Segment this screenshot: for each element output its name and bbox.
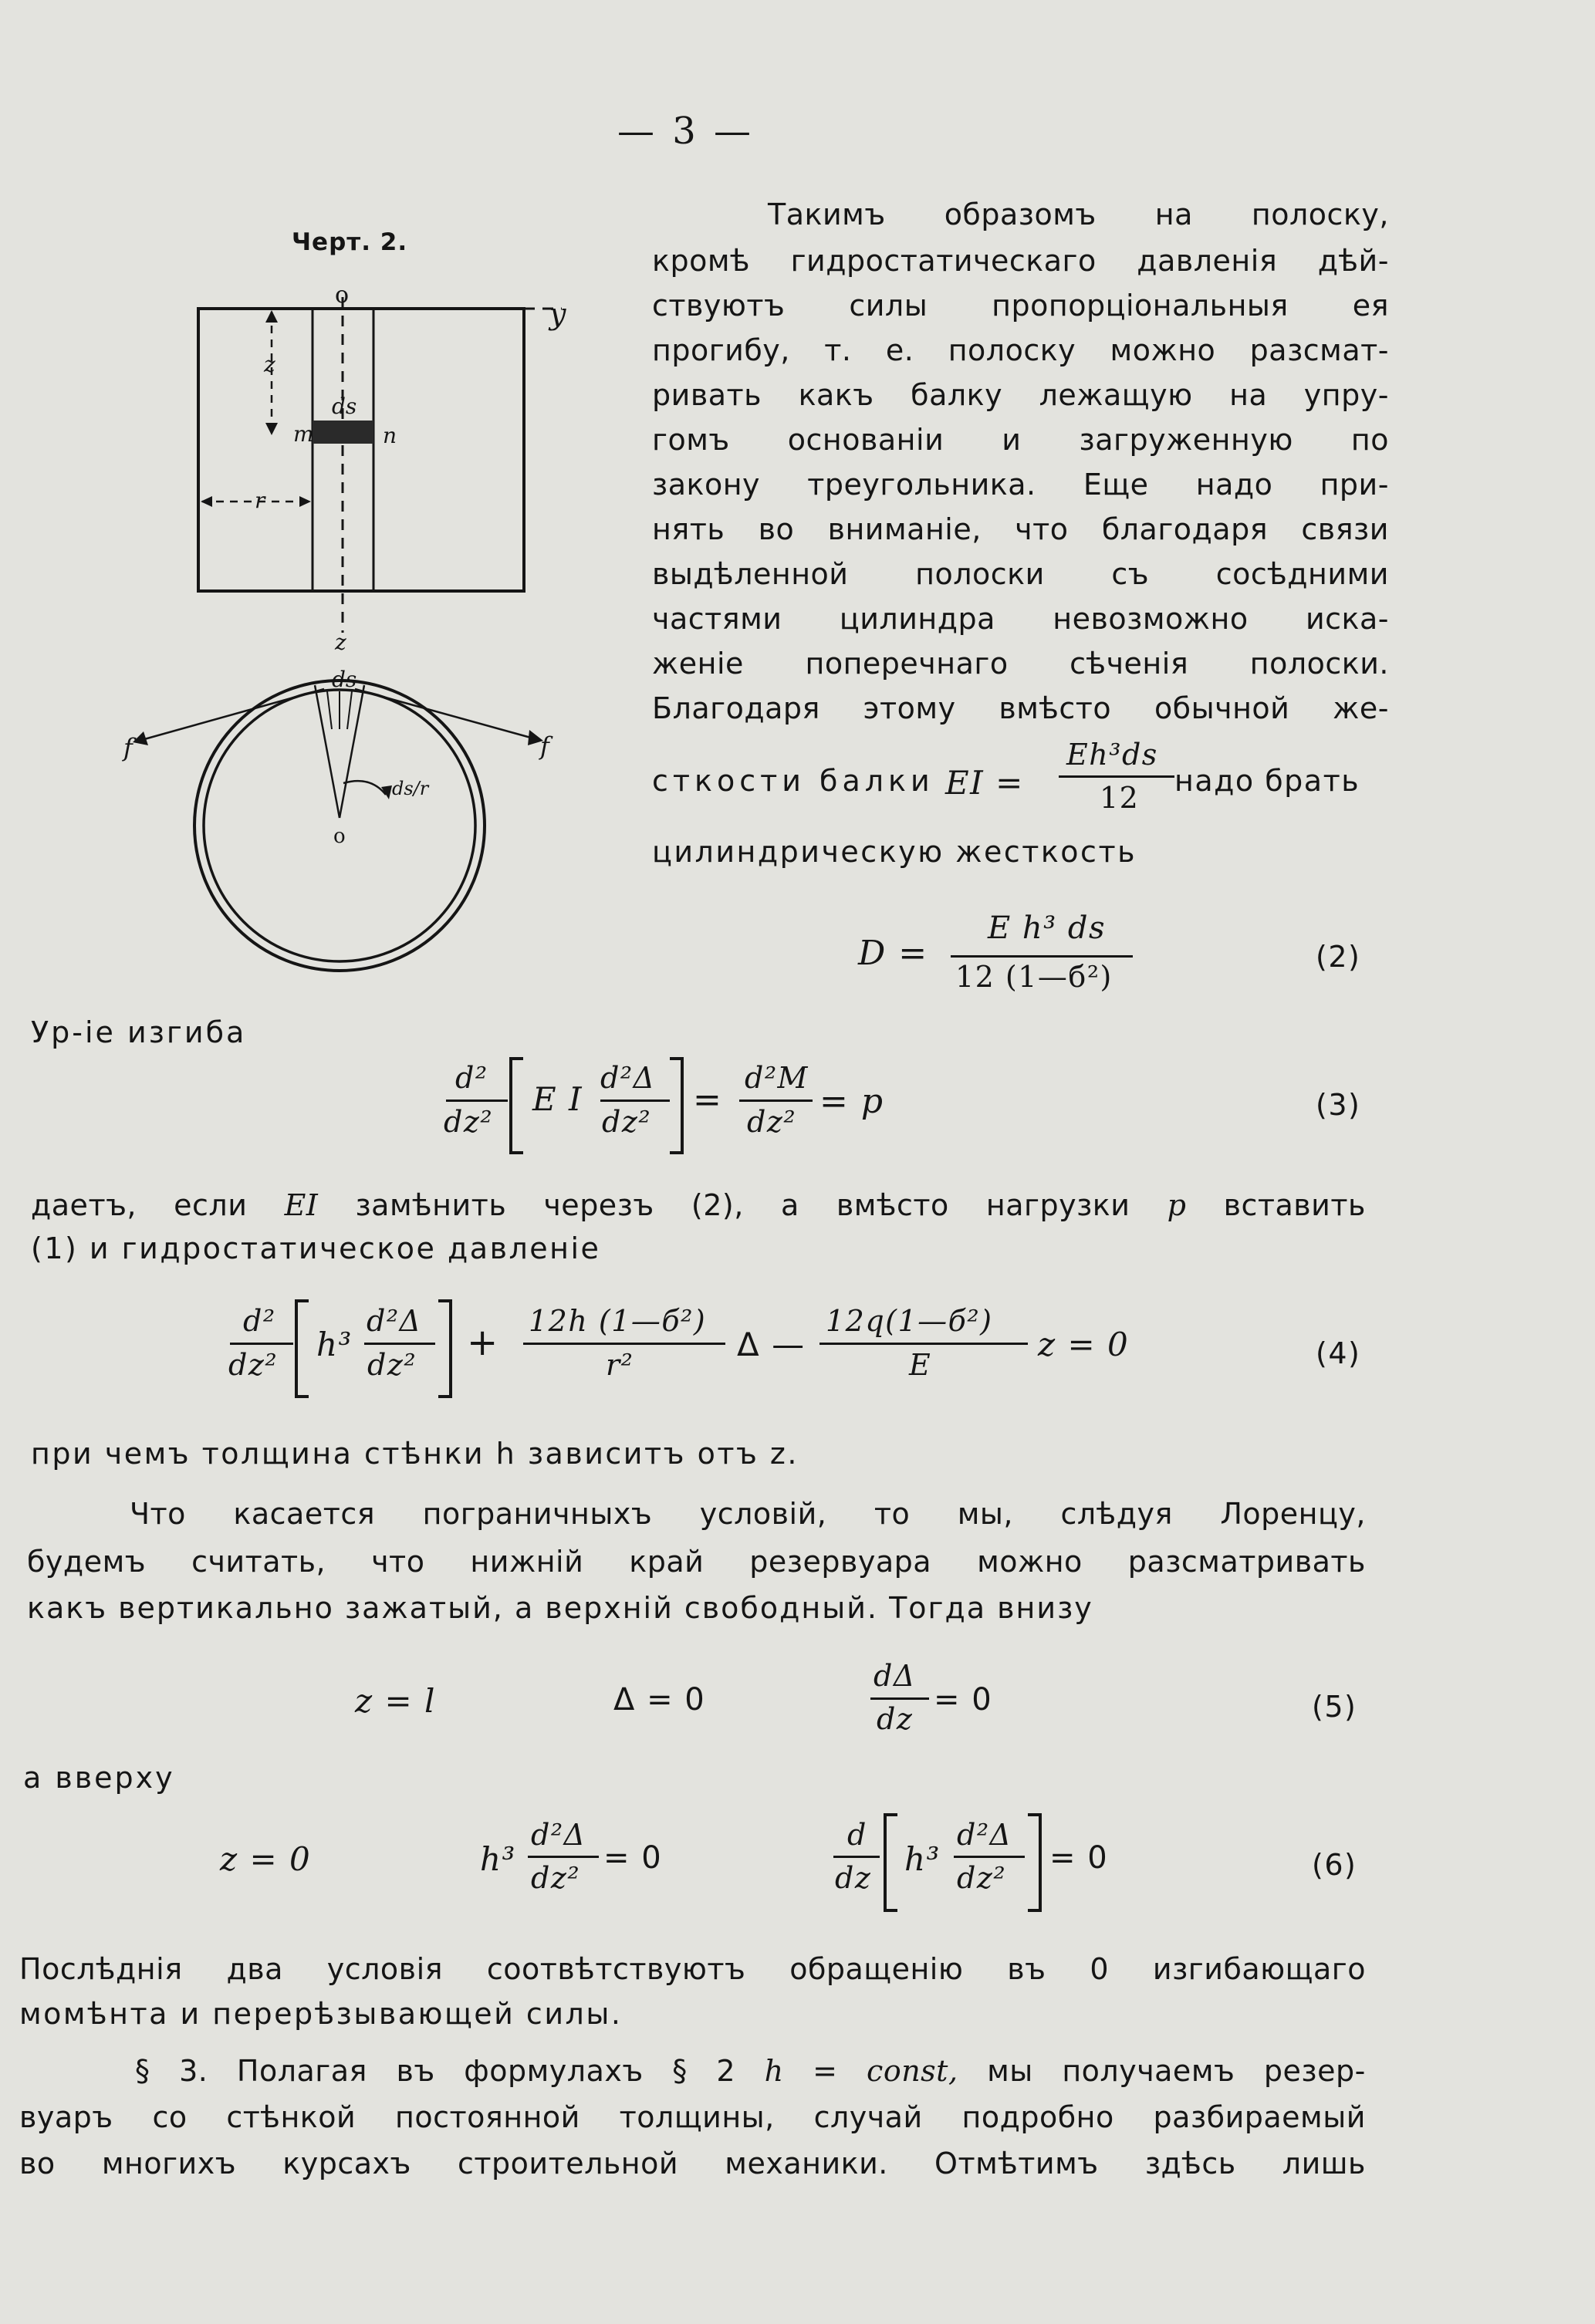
word: во — [758, 512, 795, 546]
word: полоски. — [1249, 647, 1389, 681]
right-line-6 — [652, 468, 1389, 502]
word: край — [629, 1545, 705, 1579]
eq6-d: d — [847, 1818, 867, 1852]
word: сѣченія — [1070, 647, 1189, 681]
para3-line1 — [27, 1545, 1366, 1579]
word: лежащую — [1039, 378, 1193, 412]
eq6-a: z = 0 — [220, 1840, 312, 1878]
word: считать, — [191, 1545, 326, 1579]
force-right-line — [355, 689, 536, 739]
word: вуаръ — [19, 2100, 113, 2134]
word: основаніи — [787, 423, 944, 457]
eq5-num: dΔ — [874, 1659, 916, 1693]
word: вниманіе, — [827, 512, 982, 546]
eq2-den: 12 (1—б²) — [955, 960, 1113, 994]
word: полоски — [915, 557, 1045, 591]
eq6-dz: dz — [835, 1861, 872, 1895]
eq3-d2m: d²M — [745, 1061, 809, 1095]
force-left-line — [139, 689, 324, 741]
eq5-c: = 0 — [934, 1682, 993, 1718]
word: черезъ — [543, 1188, 654, 1222]
word: пропорціональныя — [992, 289, 1289, 323]
eq6-den-b: dz² — [957, 1861, 1007, 1895]
eq3-dz2-c: dz² — [747, 1105, 797, 1139]
para5-line2 — [19, 2147, 1366, 2180]
word: многихъ — [101, 2147, 237, 2180]
word: съ — [1111, 557, 1150, 591]
word: нагрузки — [985, 1188, 1130, 1222]
word: упру- — [1303, 378, 1389, 412]
label-ds: ds — [332, 394, 357, 419]
hatched-element — [313, 421, 373, 444]
label-bending-equation: Ур-іе изгиба — [31, 1015, 247, 1049]
eq4-d2delta: d²Δ — [367, 1304, 422, 1338]
word: въ — [396, 2054, 435, 2088]
word: гомъ — [652, 423, 730, 457]
word: получаемъ — [1062, 2054, 1235, 2088]
right-line-7 — [652, 512, 1389, 546]
eq6-den: dz² — [531, 1861, 581, 1895]
word: 0 — [1090, 1952, 1110, 1986]
para4-line1: момѣнта и перерѣзывающей силы. — [19, 1997, 623, 2031]
word: слѣдуя — [1060, 1497, 1173, 1531]
word: что — [371, 1545, 425, 1579]
word: 2 — [716, 2054, 736, 2088]
eq4-number: (4) — [1316, 1336, 1361, 1370]
word: вмѣсто — [836, 1188, 949, 1222]
eq4-den2: r² — [606, 1348, 634, 1382]
word: поперечнаго — [805, 647, 1009, 681]
label-z-bottom: z — [335, 630, 346, 655]
word: же- — [1333, 691, 1389, 725]
eq3-number: (3) — [1316, 1088, 1361, 1122]
word: этому — [863, 691, 956, 725]
word: давленія — [1137, 244, 1278, 278]
eq2-lhs: D = — [858, 934, 928, 973]
para1-line2: (1) и гидростатическое давленіе — [31, 1231, 601, 1265]
label-f-left: f — [123, 733, 133, 762]
word: ствуютъ — [652, 289, 786, 323]
word: кромѣ — [652, 244, 751, 278]
word: цилиндра — [839, 602, 995, 636]
word: полоску — [948, 333, 1076, 367]
word: постоянной — [395, 2100, 580, 2134]
eq3-d2delta: d²Δ — [600, 1061, 656, 1095]
word: ривать — [652, 378, 762, 412]
label-ds-over-r: ds/r — [392, 778, 429, 799]
word: Еще — [1083, 468, 1149, 502]
para4-line0 — [19, 1952, 1366, 1986]
eq6-num-b: d²Δ — [957, 1818, 1012, 1852]
word: какъ — [798, 378, 874, 412]
word: дѣй- — [1317, 244, 1389, 278]
word: здѣсь — [1144, 2147, 1236, 2180]
page-number: — 3 — — [617, 110, 755, 153]
word: § — [672, 2054, 688, 2088]
word: балку — [911, 378, 1003, 412]
word: = — [813, 2054, 838, 2088]
word: нижній — [470, 1545, 584, 1579]
word: женіе — [652, 647, 744, 681]
word: можно — [977, 1545, 1083, 1579]
word: стѣнкой — [226, 2100, 357, 2134]
word: что — [1015, 512, 1069, 546]
word: резер- — [1263, 2054, 1366, 2088]
eq2-fraction-bar — [951, 955, 1133, 958]
para3-line2: какъ вертикально зажатый, а верхній свободный. Тогда внизу — [27, 1591, 1093, 1625]
label-z-arrow: z — [264, 352, 275, 377]
word: благодаря — [1101, 512, 1269, 546]
stiffness-after: надо брать — [1174, 764, 1360, 798]
word: Полагая — [236, 2054, 367, 2088]
eq6-h3: h³ — [480, 1840, 516, 1878]
stiffness-den: 12 — [1100, 781, 1140, 815]
word: нять — [652, 512, 725, 546]
word: мы — [987, 2054, 1033, 2088]
label-f-right: f — [540, 731, 549, 761]
label-n: n — [383, 423, 397, 448]
right-line-3 — [652, 333, 1389, 367]
word: обычной — [1154, 691, 1290, 725]
word: прогибу, — [652, 333, 790, 367]
word: касается — [233, 1497, 376, 1531]
right-line-5 — [652, 423, 1389, 457]
eq4-dz2-b: dz² — [367, 1348, 417, 1382]
word: надо — [1195, 468, 1273, 502]
eq5-number: (5) — [1312, 1690, 1357, 1724]
para5-line0 — [135, 2054, 1366, 2088]
word: изгибающаго — [1152, 1952, 1366, 1986]
word: иска- — [1305, 602, 1389, 636]
word: два — [226, 1952, 283, 1986]
word: механики. — [725, 2147, 888, 2180]
word: вмѣсто — [999, 691, 1112, 725]
word: гидростатическаго — [790, 244, 1097, 278]
eq4-d2: d² — [243, 1304, 276, 1338]
right-line-9 — [652, 602, 1389, 636]
word: формулахъ — [464, 2054, 644, 2088]
word: на — [1229, 378, 1268, 412]
label-o-center: o — [333, 825, 346, 848]
word: (2), — [691, 1188, 744, 1222]
word: разсмат- — [1249, 333, 1389, 367]
word: загруженную — [1079, 423, 1293, 457]
eq6-num: d²Δ — [531, 1818, 586, 1852]
para5-line1 — [19, 2100, 1366, 2134]
word: со — [152, 2100, 188, 2134]
word: подробно — [961, 2100, 1114, 2134]
word: е. — [885, 333, 914, 367]
word: const, — [867, 2054, 958, 2088]
word: мы, — [957, 1497, 1013, 1531]
word: условія — [326, 1952, 443, 1986]
eq6-h3-b: h³ — [904, 1840, 941, 1878]
stiffness-lhs: EI = — [945, 764, 1024, 802]
cylindrical-stiffness-line: цилиндрическую жесткость — [652, 835, 1137, 869]
label-y: y — [549, 297, 566, 331]
word: условій, — [699, 1497, 827, 1531]
word: образомъ — [944, 198, 1097, 231]
right-line-10 — [652, 647, 1389, 681]
label-ds-ring: ds — [332, 667, 357, 692]
label-m: m — [293, 421, 314, 447]
word: силы — [849, 289, 928, 323]
word: сосѣдними — [1215, 557, 1389, 591]
eq2-number: (2) — [1316, 940, 1361, 974]
word: резервуара — [749, 1545, 932, 1579]
label-above: а вверху — [23, 1761, 175, 1795]
word: вставить — [1223, 1188, 1366, 1222]
eq5-b: Δ = 0 — [613, 1682, 706, 1718]
word: будемъ — [27, 1545, 147, 1579]
word: обращенію — [789, 1952, 964, 1986]
word: то — [874, 1497, 911, 1531]
eq3-dz2: dz² — [444, 1105, 494, 1139]
label-o-top: o — [335, 282, 350, 309]
word: при- — [1320, 468, 1389, 502]
stiffness-fraction-bar — [1059, 775, 1174, 778]
word: Лоренцу, — [1220, 1497, 1366, 1531]
word: т. — [824, 333, 852, 367]
stiffness-num: Eh³ds — [1066, 738, 1158, 772]
para2: при чемъ толщина стѣнки h зависитъ отъ z. — [31, 1437, 799, 1471]
right-line-11 — [652, 691, 1389, 725]
word: разсматривать — [1127, 1545, 1366, 1579]
word: а — [780, 1188, 799, 1222]
word: невозможно — [1053, 602, 1249, 636]
word: p — [1167, 1188, 1187, 1222]
word: и — [1002, 423, 1022, 457]
word: курсахъ — [282, 2147, 411, 2180]
word: толщины, — [619, 2100, 775, 2134]
word: замѣнить — [355, 1188, 507, 1222]
right-line-1 — [652, 244, 1389, 278]
eq6-c: = 0 — [1049, 1840, 1109, 1876]
word: во — [19, 2147, 56, 2180]
word: ея — [1352, 289, 1389, 323]
word: закону — [652, 468, 761, 502]
word: Такимъ — [768, 198, 886, 231]
eq4-num3: 12q(1—б²) — [826, 1304, 993, 1338]
eq6-b: = 0 — [603, 1840, 663, 1876]
eq6-number: (6) — [1312, 1848, 1357, 1882]
right-line-2 — [652, 289, 1389, 323]
eq3-rhs: = p — [819, 1082, 884, 1121]
eq4-plus: + — [467, 1321, 499, 1364]
eq4-delta: Δ — — [737, 1326, 806, 1363]
eq3-equals: = — [693, 1080, 723, 1120]
eq3-dz2-b: dz² — [602, 1105, 652, 1139]
word: строительной — [458, 2147, 679, 2180]
eq4-dz2: dz² — [228, 1348, 279, 1382]
para1-line1 — [31, 1188, 1366, 1222]
word: h — [764, 2054, 784, 2088]
word: Отмѣтимъ — [934, 2147, 1099, 2180]
eq4-tail: z = 0 — [1038, 1326, 1130, 1363]
word: треугольника. — [807, 468, 1036, 502]
eq2-num: E h³ ds — [988, 910, 1107, 946]
para3-line0 — [130, 1497, 1366, 1531]
eq3-d2: d² — [455, 1061, 488, 1095]
word: § — [135, 2054, 150, 2088]
word: Послѣднія — [19, 1952, 183, 1986]
word: въ — [1007, 1952, 1046, 1986]
word: связи — [1301, 512, 1389, 546]
figure-caption: Черт. 2. — [292, 228, 408, 256]
word: EI — [284, 1188, 319, 1222]
word: 3. — [179, 2054, 208, 2088]
word: полоску, — [1251, 198, 1389, 231]
eq4-h3: h³ — [316, 1326, 353, 1363]
label-r: r — [255, 488, 265, 513]
eq3-ei: E I — [532, 1080, 583, 1118]
eq5-den: dz — [877, 1702, 914, 1736]
word: частями — [652, 602, 782, 636]
word: соотвѣтствуютъ — [486, 1952, 746, 1986]
word: Благодаря — [652, 691, 820, 725]
eq4-den3: E — [909, 1348, 932, 1382]
word: выдѣленной — [652, 557, 849, 591]
word: даетъ, — [31, 1188, 137, 1222]
word: пограничныхъ — [422, 1497, 653, 1531]
cylinder-development-rect — [198, 309, 524, 591]
word: лишь — [1282, 2147, 1366, 2180]
eq4-num2: 12h (1—б²) — [529, 1304, 707, 1338]
word: можно — [1110, 333, 1216, 367]
word: если — [174, 1188, 248, 1222]
word: по — [1350, 423, 1389, 457]
stiffness-before: сткости балки — [652, 764, 934, 798]
eq5-a: z = l — [355, 1682, 436, 1720]
word: разбираемый — [1153, 2100, 1366, 2134]
word: на — [1154, 198, 1193, 231]
word: случай — [813, 2100, 923, 2134]
right-line-8 — [652, 557, 1389, 591]
right-line-0 — [768, 198, 1389, 231]
right-line-4 — [652, 378, 1389, 412]
word: Что — [130, 1497, 186, 1531]
